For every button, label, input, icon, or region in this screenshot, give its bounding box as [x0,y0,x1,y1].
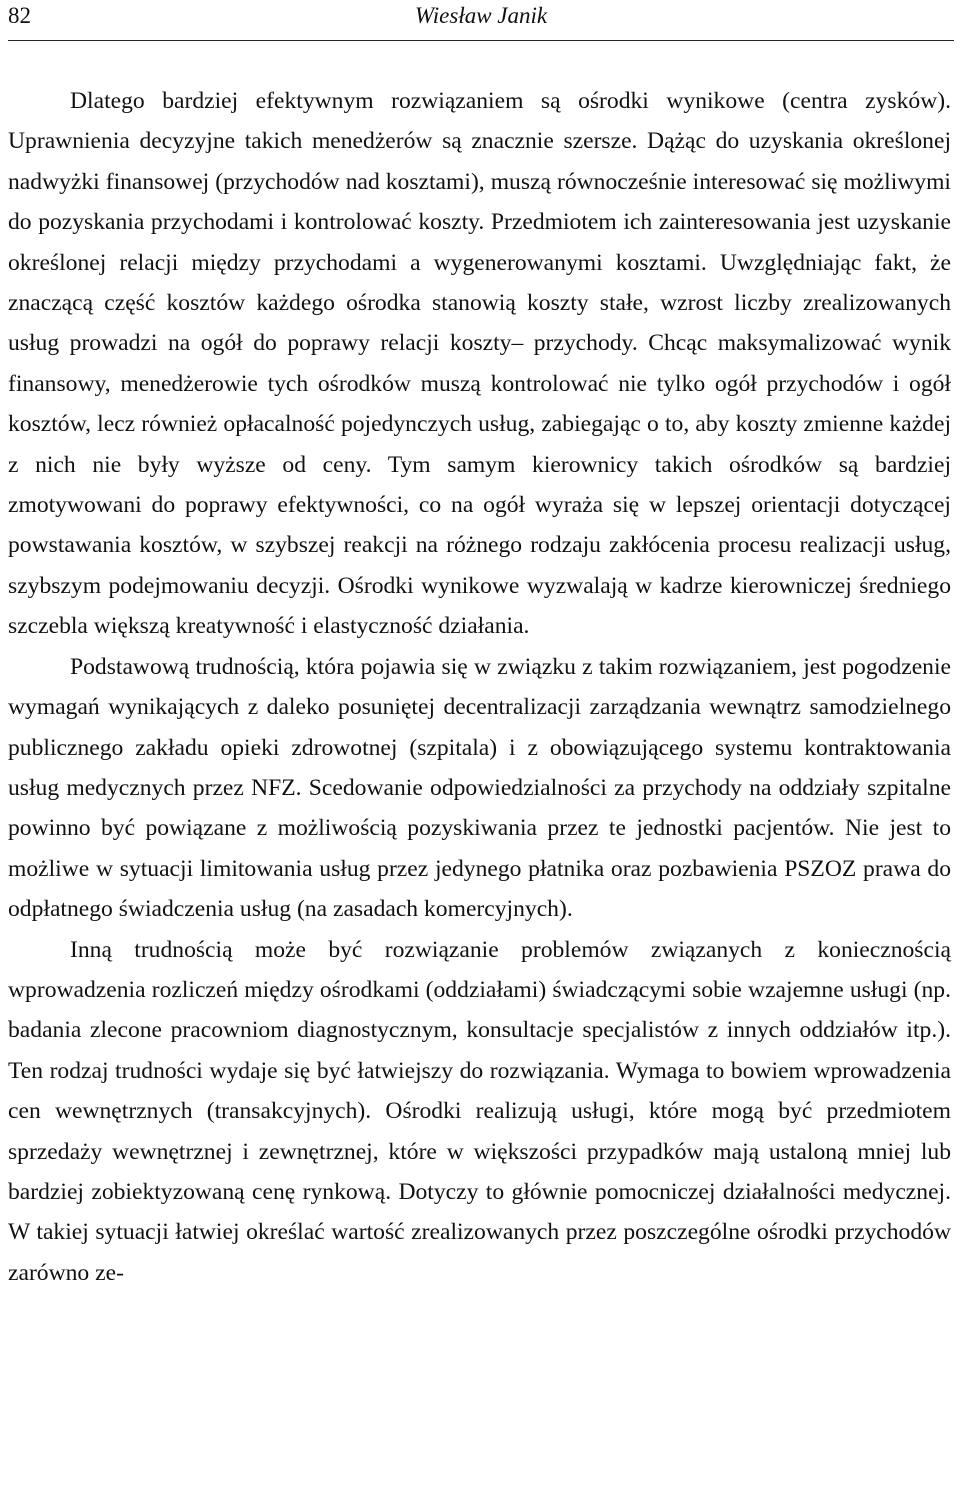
paragraph-internal-settlements: Inną trudnością może być rozwiązanie problemów związanych z koniecznością wprowadzenia rozliczeń między ośrodkami (oddziałami) świadczącymi sobie wzajemne usługi (np. badania zlecone pracowniom diagnostycznym, konsultacje specjalistów z innych oddziałów itp.). Ten rodzaj trudności wydaje się być łatwiejszy do rozwiązania. Wymaga to bowiem wprowadzenia cen wewnętrznych (transakcyjnych). Ośrodki realizują usługi, które mogą być przedmiotem sprzedaży wewnętrznej i zewnętrznej, które w większości przypadków mają ustaloną mniej lub bardziej zobiektyzowaną cenę rynkową. Dotyczy to głównie pomocniczej działalności medycznej. W takiej sytuacji łatwiej określać wartość zrealizowanych przez poszczególne ośrodki przychodów zarówno ze- [8,936,951,1286]
page-header [8,0,954,41]
paragraph-profit-centers: Dlatego bardziej efektywnym rozwiązaniem są ośrodki wynikowe (centra zysków). Uprawnienia decyzyjne takich menedżerów są znacznie szersze. Dążąc do uzyskania określonej nadwyżki finansowej (przychodów nad kosztami), muszą równocześnie interesować się możliwymi do pozyskania przychodami i kontrolować koszty. Przedmiotem ich zainteresowania jest uzyskanie określonej relacji między przychodami a wygenerowanymi kosztami. Uwzględniając fakt, że znaczącą część kosztów każdego ośrodka stanowią koszty stałe, wzrost liczby zrealizowanych usług prowadzi na ogół do poprawy relacji koszty– przychody. Chcąc maksymalizować wynik finansowy, menedżerowie tych ośrodków muszą kontrolować nie tylko ogół przychodów i ogół kosztów, lecz również opłacalność pojedynczych usług, zabiegając o to, aby koszty zmienne każdej z nich nie były wyższe od ceny. Tym samym kierownicy takich ośrodków są bardziej zmotywowani do poprawy efektywności, co na ogół wyraża się w lepszej orientacji dotyczącej powstawania kosztów, w szybszej reakcji na różnego rodzaju zakłócenia procesu realizacji usług, szybszym podejmowaniu decyzji. Ośrodki wynikowe wyzwalają w kadrze kierowniczej średniego szczebla większą kreatywność i elastyczność działania. [8,88,951,640]
body-text [8,81,951,1293]
running-head-author: Wiesław Janik [414,3,548,28]
paragraph-basic-difficulty: Podstawową trudnością, która pojawia się w związku z takim rozwiązaniem, jest pogodzenie wymagań wynikających z daleko posuniętej decentralizacji zarządzania wewnątrz samodzielnego publicznego zakładu opieki zdrowotnej (szpitala) i z obowiązującego systemu kontraktowania usług medycznych przez NFZ. Scedowanie odpowiedzialności za przychody na oddziały szpitalne powinno być powiązane z możliwością pozyskiwania przez te jednostki pacjentów. Nie jest to możliwe w sytuacji limitowania usług przez jedynego płatnika oraz pozbawienia PSZOZ prawa do odpłatnego świadczenia usług (na zasadach komercyjnych). [8,653,951,923]
page-number: 82 [8,3,31,28]
